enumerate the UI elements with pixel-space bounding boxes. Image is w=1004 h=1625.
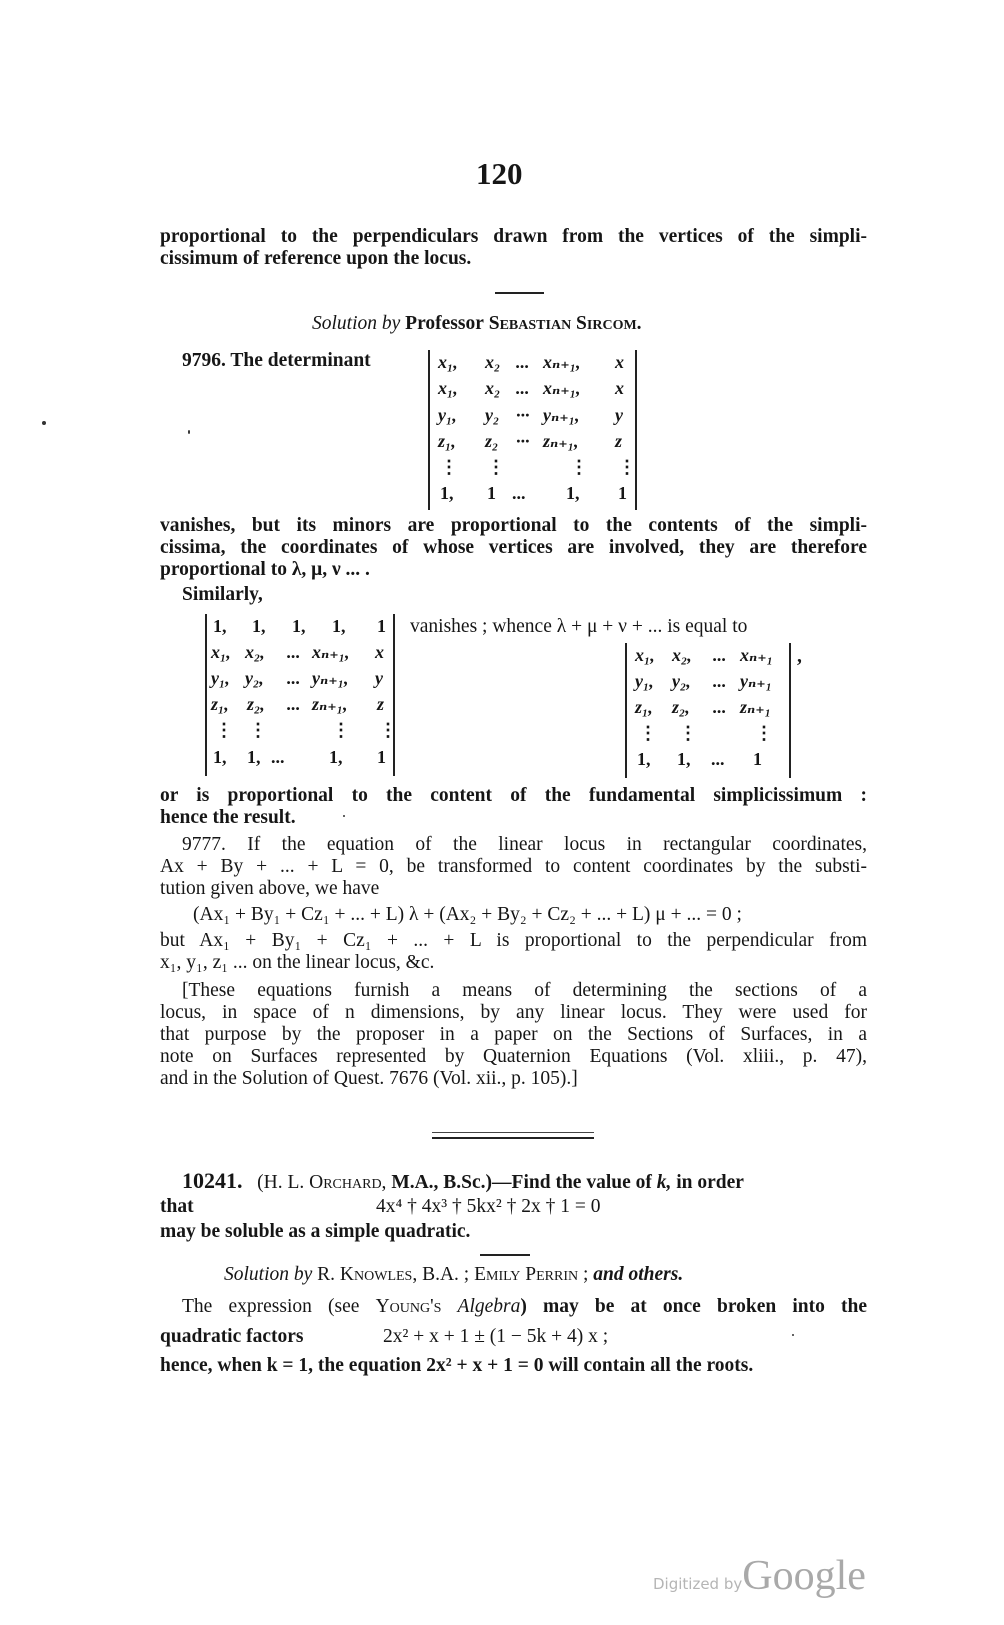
det3-cell: x₂, — [672, 645, 692, 665]
det3-cell: zₙ₊₁ — [740, 697, 772, 717]
det1-cell: z₂ — [485, 431, 499, 451]
solution-prefix: Solution by — [312, 313, 401, 334]
det1-cell: xₙ₊₁, — [543, 352, 581, 372]
det2-cell: x — [375, 642, 384, 662]
watermark-logo-text: Google — [742, 1553, 866, 1599]
det3-cell: y₁, — [635, 671, 654, 691]
det1-cell: zₙ₊₁, — [543, 431, 579, 451]
note-line-5: and in the Solution of Quest. 7676 (Vol. xii., p. 105).] — [160, 1068, 578, 1089]
det3-cell: 1, — [637, 749, 651, 769]
note-line-4: note on Surfaces represented by Quaternion Equations (Vol. xliii., p. 47), — [160, 1046, 867, 1067]
det1-cell: 1 — [618, 483, 627, 503]
det2-cell: y — [375, 668, 383, 688]
det3-cell: y₂, — [672, 671, 691, 691]
det2-cell: 1, — [247, 747, 261, 767]
intro-line-1: proportional to the perpendiculars drawn from the vertices of the simpli- — [160, 226, 867, 247]
det1-cell: x₂ — [485, 352, 501, 372]
det1-cell: x₁, — [438, 378, 458, 398]
det1-row — [430, 352, 635, 378]
solution2-names: R. Knowles, B.A. ; Emily Perrin ; — [317, 1264, 589, 1285]
det2-cell: 1, — [329, 747, 343, 767]
det2-cell: y₁, — [211, 668, 230, 688]
det2-cell: ⋮ — [215, 720, 233, 740]
solution2-line-1 — [182, 1296, 867, 1318]
det2-cell: 1, — [252, 616, 266, 636]
det2-row — [207, 720, 397, 746]
q10241-k: k, — [656, 1172, 672, 1193]
det1-cell: ··· — [516, 405, 530, 425]
solution-heading-1 — [312, 313, 642, 335]
det2-cell: z — [377, 694, 385, 714]
det3-row — [627, 749, 789, 775]
solution2-line1-a: The expression (see — [182, 1296, 360, 1317]
det3-cell: ... — [713, 697, 727, 717]
q10241-tail: in order — [676, 1172, 744, 1193]
det2-cell: 1, — [292, 616, 306, 636]
q9796-para-line-1: vanishes, but its minors are proportional to the contents of the simpli- — [160, 515, 867, 536]
det1-cell: z — [615, 431, 623, 451]
double-rule-top — [432, 1132, 594, 1133]
det2-cell: 1, — [213, 747, 227, 767]
q9777-equation: (Ax₁ + By₁ + Cz₁ + ... + L) λ + (Ax₂ + By₂ + Cz₂ + ... + L) μ + ... = 0 ; — [193, 904, 742, 925]
page-number: 120 — [476, 156, 523, 191]
det3-cell: xₙ₊₁ — [740, 645, 774, 665]
determinant-3 — [625, 643, 791, 778]
det2-cell: ... — [287, 642, 301, 662]
det2-row — [207, 747, 393, 773]
note-line-3: that purpose by the proposer in a paper on the Sections of Surfaces, in a — [160, 1024, 867, 1045]
section-divider — [480, 1254, 530, 1256]
google-watermark — [653, 1552, 866, 1600]
q10241-author-sc: Orchard, — [309, 1172, 387, 1193]
solution2-line2-eq: 2x² + x + 1 ± (1 − 5k + 4) x ; — [383, 1326, 609, 1347]
det2-row — [207, 642, 393, 668]
solution-name-sc: Sebastian Sircom. — [488, 313, 642, 334]
det1-row — [430, 483, 635, 509]
det1-cell: y₂ — [485, 405, 500, 425]
note-line-1: [These equations furnish a means of determining the sections of a — [182, 980, 867, 1001]
stray-mark — [792, 1334, 794, 1336]
determinant-2 — [205, 614, 395, 776]
det1-cell: ... — [516, 352, 530, 372]
det1-cell: 1, — [566, 483, 580, 503]
det3-cell: ... — [713, 671, 727, 691]
det3-cell: ⋮ — [639, 723, 657, 743]
det1-cell: x₁, — [438, 352, 458, 372]
det2-cell: ⋮ — [332, 720, 350, 740]
q9777-line-3: tution given above, we have — [160, 878, 380, 899]
det1-cell: ... — [512, 483, 526, 503]
det1-cell: ... — [516, 378, 530, 398]
det1-cell: 1 — [487, 483, 496, 503]
det2-cell: 1 — [377, 616, 386, 636]
solution-name: Professor — [405, 313, 484, 334]
det2-cell: 1 — [377, 747, 386, 767]
det2-cell: 1, — [332, 616, 346, 636]
det2-cell: x₂, — [245, 642, 265, 662]
det1-cell: ⋮ — [570, 457, 588, 477]
q10241-heading — [182, 1170, 744, 1194]
q9796-para-line-3: proportional to λ, μ, ν ... . — [160, 559, 370, 580]
det1-cell: x — [615, 378, 624, 398]
det1-row — [430, 457, 635, 483]
det3-row — [627, 697, 789, 723]
det2-cell: zₙ₊₁, — [312, 694, 348, 714]
conclusion-line-1: or is proportional to the content of the fundamental simplicissimum : — [160, 785, 867, 806]
det3-cell: yₙ₊₁ — [740, 671, 773, 691]
det1-row — [430, 431, 635, 457]
det2-row — [207, 668, 393, 694]
watermark-small-text: Digitized by — [653, 1575, 743, 1593]
det3-cell: ... — [711, 749, 725, 769]
det1-row — [430, 378, 635, 404]
det1-cell: y — [615, 405, 623, 425]
det2-row — [207, 694, 393, 720]
det1-cell: x — [615, 352, 624, 372]
det3-row — [627, 645, 789, 671]
det3-trailing-comma: , — [797, 646, 802, 667]
solution2-prefix: Solution by — [224, 1264, 313, 1285]
det1-cell: x₂ — [485, 378, 501, 398]
det1-cell: 1, — [440, 483, 454, 503]
det3-cell: 1, — [677, 749, 691, 769]
det1-cell: ··· — [516, 431, 530, 451]
det2-cell: ⋮ — [379, 720, 397, 740]
det3-cell: z₂, — [672, 697, 690, 717]
q10241-last: may be soluble as a simple quadratic. — [160, 1221, 471, 1242]
determinant-1 — [428, 350, 637, 510]
det3-row — [627, 723, 789, 749]
det1-cell: y₁, — [438, 405, 457, 425]
stray-mark — [188, 430, 190, 434]
det3-cell: x₁, — [635, 645, 655, 665]
q9796-para-line-2: cissima, the coordinates of whose vertices are involved, they are therefore — [160, 537, 867, 558]
det2-cell: ... — [271, 747, 285, 767]
det1-cell: ⋮ — [440, 457, 458, 477]
det1-cell: z₁, — [438, 431, 456, 451]
det3-cell: ⋮ — [755, 723, 773, 743]
solution2-line1-b: ) may be at once broken into the — [520, 1296, 868, 1317]
det2-cell: yₙ₊₁, — [312, 668, 349, 688]
similarly-label: Similarly, — [182, 584, 263, 605]
det2-cell: ... — [287, 694, 301, 714]
stray-mark — [42, 421, 46, 425]
double-rule-bottom — [432, 1137, 594, 1139]
det3-cell: ⋮ — [679, 723, 697, 743]
det1-cell: ⋮ — [487, 457, 505, 477]
solution2-suffix: and others. — [593, 1264, 684, 1285]
det2-cell: 1, — [213, 616, 227, 636]
det2-cell: x₁, — [211, 642, 231, 662]
q10241-author-rest: M.A., B.Sc.)—Find the value of — [391, 1172, 652, 1193]
solution2-line1-i: Algebra — [457, 1296, 521, 1317]
det2-row — [207, 616, 393, 642]
q9777-line-2: Ax + By + ... + L = 0, be transformed to content coordinates by the substi- — [160, 856, 867, 877]
q9796-label: 9796. The determinant — [182, 350, 371, 371]
det1-row — [430, 405, 635, 431]
det3-row — [627, 671, 789, 697]
solution2-line2-label: quadratic factors — [160, 1326, 304, 1347]
intro-line-2: cissimum of reference upon the locus. — [160, 248, 472, 269]
q10241-author-open: (H. L. — [257, 1172, 305, 1193]
det1-cell: yₙ₊₁, — [543, 405, 580, 425]
q9777-after-line-2: x₁, y₁, z₁ ... on the linear locus, &c. — [160, 952, 435, 973]
stray-mark — [343, 815, 345, 817]
det2-cell: y₂, — [245, 668, 264, 688]
note-line-2: locus, in space of n dimensions, by any linear locus. They were used for — [160, 1002, 867, 1023]
solution2-line-3: hence, when k = 1, the equation 2x² + x + 1 = 0 will contain all the roots. — [160, 1355, 754, 1376]
conclusion-line-2: hence the result. — [160, 807, 296, 828]
vanishes-whence-text: vanishes ; whence λ + μ + ν + ... is equal to — [410, 616, 748, 637]
det2-cell: ⋮ — [249, 720, 267, 740]
q9777-line-1: 9777. If the equation of the linear locus in rectangular coordinates, — [182, 834, 867, 855]
det3-cell: z₁, — [635, 697, 653, 717]
det3-cell: ... — [713, 645, 727, 665]
q10241-that: that — [160, 1196, 194, 1217]
section-divider — [495, 292, 544, 294]
det2-cell: z₂, — [247, 694, 265, 714]
det2-cell: z₁, — [211, 694, 229, 714]
det1-cell: ⋮ — [618, 457, 636, 477]
det2-cell: xₙ₊₁, — [312, 642, 350, 662]
q10241-number: 10241. — [182, 1168, 243, 1193]
q10241-equation: 4x⁴ † 4x³ † 5kx² † 2x † 1 = 0 — [376, 1196, 601, 1217]
q9777-after-line-1: but Ax₁ + By₁ + Cz₁ + ... + L is proportional to the perpendicular from — [160, 930, 867, 951]
solution2-line1-sc: Young's — [375, 1296, 442, 1317]
det1-cell: xₙ₊₁, — [543, 378, 581, 398]
det3-cell: 1 — [753, 749, 762, 769]
det2-cell: ... — [287, 668, 301, 688]
solution-heading-2 — [224, 1264, 683, 1286]
